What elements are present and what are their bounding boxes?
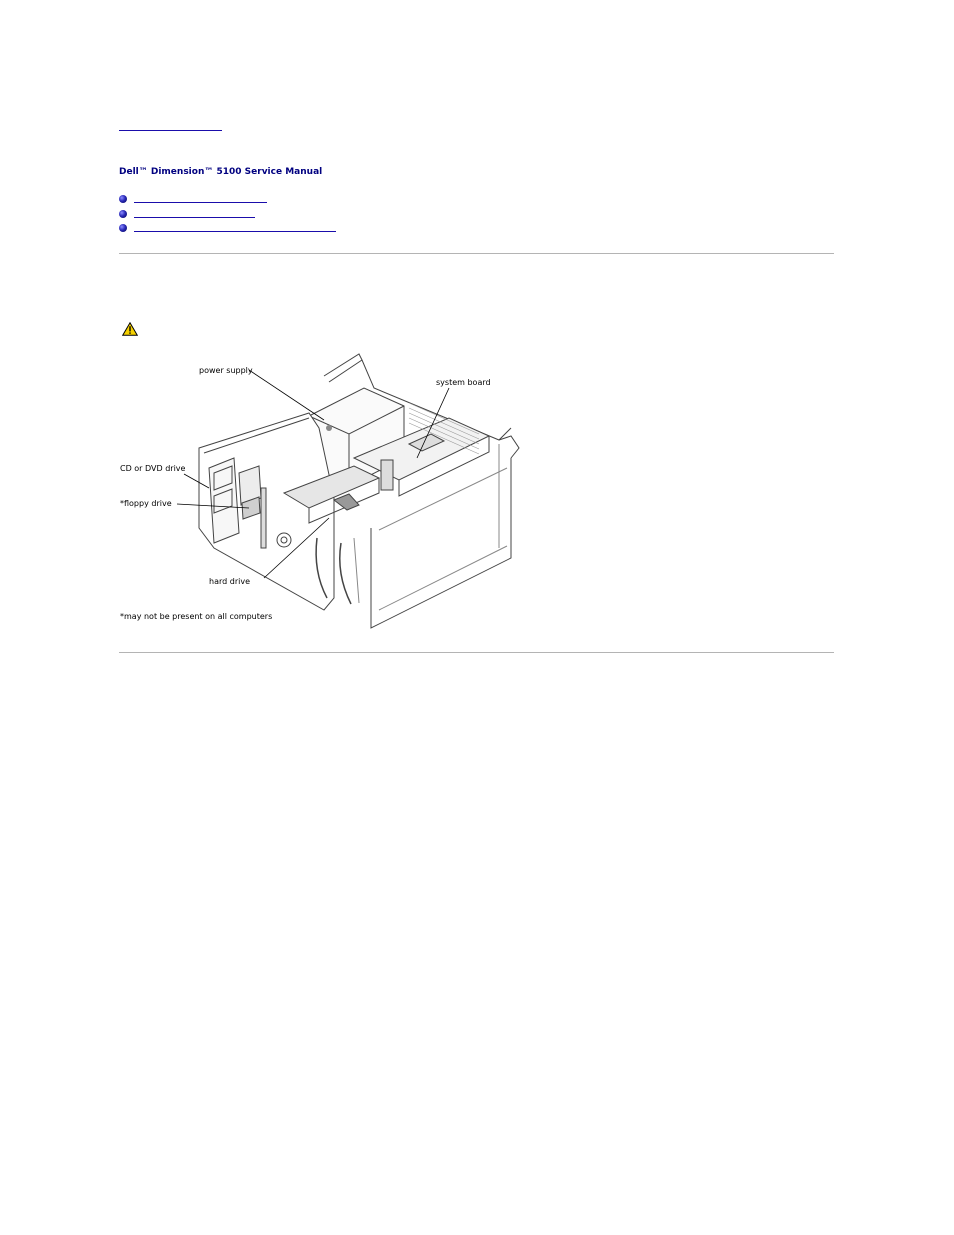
bullet-icon bbox=[119, 195, 127, 203]
bullet-icon bbox=[119, 210, 127, 218]
computer-interior-illustration bbox=[119, 348, 539, 633]
callout-floppy-drive: *floppy drive bbox=[120, 499, 172, 508]
toc-link[interactable] bbox=[134, 231, 336, 232]
callout-optical-drive: CD or DVD drive bbox=[120, 464, 186, 473]
toc-link[interactable] bbox=[134, 217, 255, 218]
callout-hard-drive: hard drive bbox=[209, 577, 250, 586]
callout-power-supply: power supply bbox=[199, 366, 253, 375]
bullet-icon bbox=[119, 224, 127, 232]
section-divider bbox=[119, 253, 834, 254]
figure-footnote: *may not be present on all computers bbox=[120, 612, 273, 621]
manual-title: Dell™ Dimension™ 5100 Service Manual bbox=[119, 167, 323, 177]
toc-link[interactable] bbox=[134, 202, 267, 203]
section-divider bbox=[119, 652, 834, 653]
top-navigation-link[interactable] bbox=[119, 118, 222, 131]
caution-icon bbox=[122, 322, 138, 336]
callout-system-board: system board bbox=[436, 378, 491, 387]
